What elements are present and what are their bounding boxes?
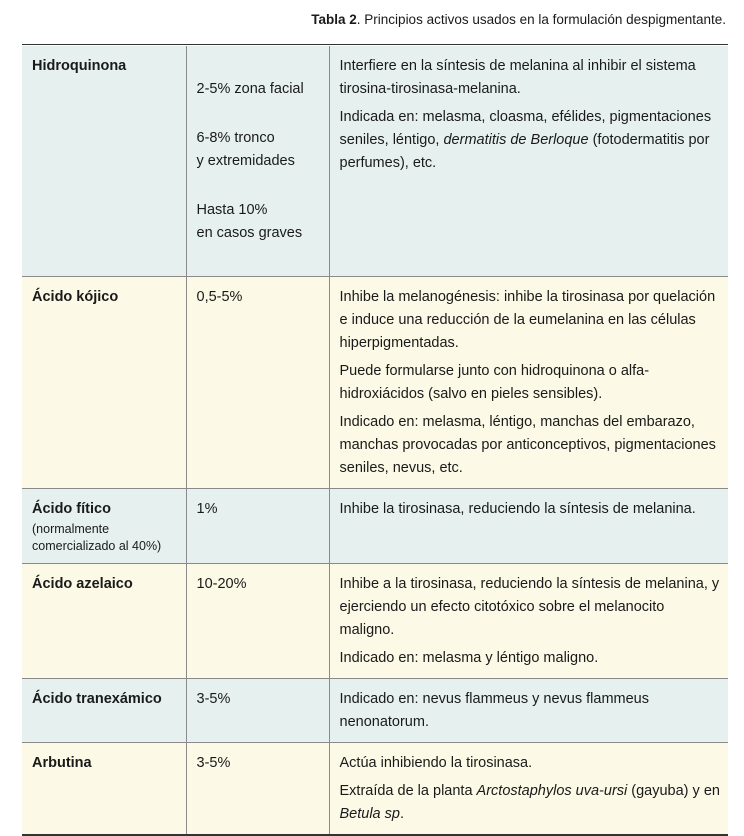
description-paragraph: Indicado en: melasma y léntigo maligno. (339, 650, 599, 666)
description-paragraph: Actúa inhibiendo la tirosinasa. (339, 755, 533, 771)
description-paragraph: Inhibe a la tirosinasa, reduciendo la síntesis de melanina, y ejerciendo un efecto citotóxico sobre el melanocito maligno. (339, 576, 720, 638)
dose-value: 1% (196, 501, 218, 517)
ingredient-name: Hidroquinona (32, 58, 127, 74)
description-cell (329, 743, 728, 836)
dose-value: Hasta 10% en casos graves (196, 202, 303, 241)
dose-value: 10-20% (196, 576, 247, 592)
table-row (22, 743, 728, 836)
description-cell (329, 277, 728, 489)
ingredient-name: Arbutina (32, 755, 92, 771)
description-paragraph: Puede formularse junto con hidroquinona o alfa-hidroxiácidos (salvo en pieles sensibles). (339, 363, 650, 402)
ingredient-cell (22, 489, 186, 564)
table-row (22, 564, 728, 679)
ingredient-name: Ácido azelaico (32, 576, 133, 592)
dose-cell (186, 679, 329, 743)
dose-cell (186, 564, 329, 679)
description-text: Indicada en: melasma, cloasma, efélides, pigmentaciones seniles, léntigo, (339, 109, 712, 148)
description-paragraph: Interfiere en la síntesis de melanina al inhibir el sistema tirosina-tirosinasa-melanina. (339, 58, 696, 97)
description-cell (329, 489, 728, 564)
description-paragraph (340, 106, 721, 175)
dose-cell (186, 743, 329, 836)
table-caption (311, 12, 726, 27)
description-text: (fotodermatitis por perfumes), etc. (339, 132, 710, 171)
description-paragraph: Inhibe la melanogénesis: inhibe la tirosinasa por quelación e induce una reducción de la eumelanina en las células hiperpigmentadas. (339, 289, 716, 351)
ingredient-name: Ácido tranexámico (32, 691, 162, 707)
table-caption-label: Tabla 2 (311, 12, 357, 27)
dose-value: 2-5% zona facial (196, 81, 304, 97)
dose-value: 0,5-5% (196, 289, 243, 305)
description-text: (gayuba) y en (627, 783, 720, 799)
table-row (22, 277, 728, 489)
dose-cell (186, 489, 329, 564)
description-paragraph: Indicado en: melasma, léntigo, manchas del embarazo, manchas provocadas por anticonceptivos, pigmentaciones seniles, nevus, etc. (339, 414, 716, 476)
table-row (22, 679, 728, 743)
dose-cell (186, 277, 329, 489)
ingredient-name: Ácido kójico (32, 289, 119, 305)
ingredient-name: Ácido fítico (32, 501, 111, 517)
ingredient-cell (22, 46, 186, 277)
description-text: Extraída de la planta (339, 783, 477, 799)
description-italic-text: Arctostaphylos uva-ursi (476, 783, 628, 799)
ingredient-note: (normalmente comercializado al 40%) (32, 522, 162, 553)
dose-value: 6-8% tronco y extremidades (196, 130, 295, 169)
table-row (22, 46, 728, 277)
ingredient-cell (22, 679, 186, 743)
table-caption-text: . Principios activos usados en la formulación despigmentante. (356, 12, 726, 27)
description-cell (329, 46, 728, 277)
description-paragraph: Indicado en: nevus flammeus y nevus flammeus nenonatorum. (339, 691, 649, 730)
description-paragraph: Inhibe la tirosinasa, reduciendo la síntesis de melanina. (339, 501, 696, 517)
description-paragraph (340, 780, 721, 826)
dose-value: 3-5% (196, 691, 231, 707)
description-cell (329, 679, 728, 743)
dose-cell (186, 46, 329, 277)
ingredient-cell (22, 743, 186, 836)
active-ingredients-table (22, 46, 728, 836)
description-text: . (399, 806, 404, 822)
table-row (22, 489, 728, 564)
description-cell (329, 564, 728, 679)
top-rule (22, 44, 728, 45)
description-italic-text: Betula sp (339, 806, 400, 822)
ingredient-cell (22, 564, 186, 679)
dose-value: 3-5% (196, 755, 231, 771)
ingredient-cell (22, 277, 186, 489)
description-italic-text: dermatitis de Berloque (443, 132, 589, 148)
